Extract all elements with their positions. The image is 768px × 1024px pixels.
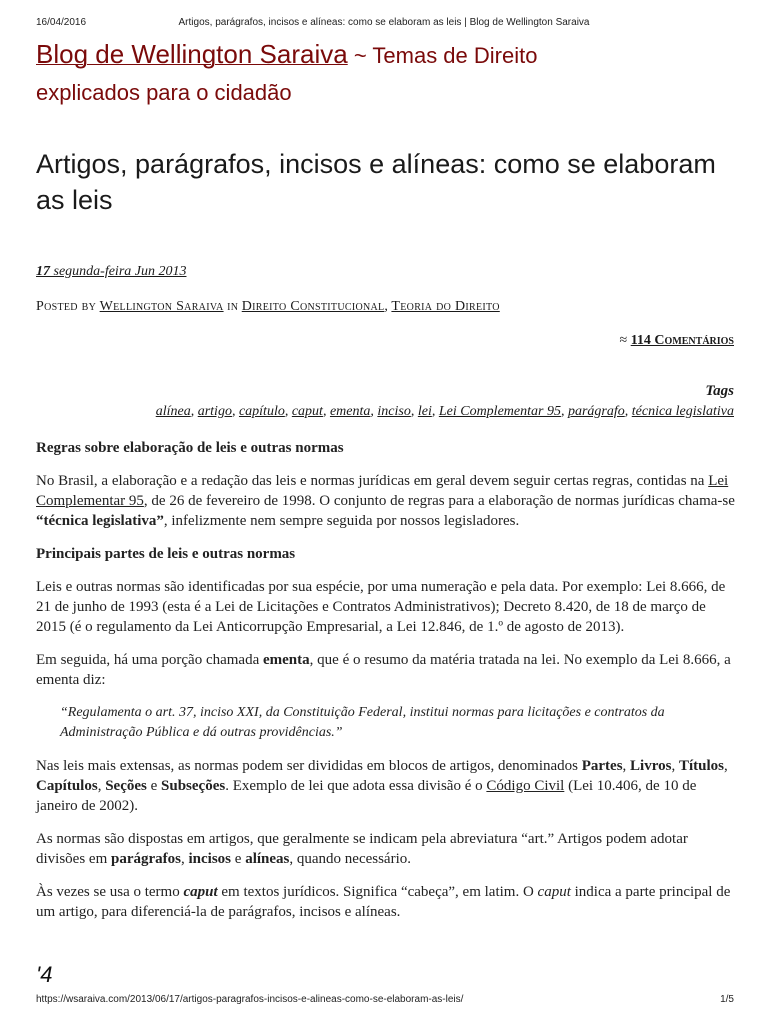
bold-term: Subseções [161,778,226,794]
tag-link[interactable]: lei [417,404,432,419]
page-mark: '4 [36,962,53,987]
post-date-link[interactable] [36,264,186,280]
bold-term: Partes [581,758,623,774]
text: , [622,758,631,774]
category-separator: , [384,299,388,314]
byline [36,299,500,315]
tag-link[interactable]: inciso [377,404,411,419]
section-heading-partes: Principais partes de leis e outras normas [36,546,296,562]
paragraph-intro [36,471,736,531]
bold-term: “técnica legislativa” [36,513,164,529]
in-label: in [227,299,239,314]
site-name-link[interactable]: Blog de Wellington Saraiva [36,39,348,69]
italic-term: caput [537,884,571,900]
paragraph-caput [36,882,736,922]
author-link[interactable]: Wellington Saraiva [99,299,224,314]
category-link-direito-constitucional[interactable]: Direito Constitucional [241,299,385,314]
comments-meta [620,333,734,349]
post-title: Artigos, parágrafos, incisos e alíneas: como se elaboram as leis [36,149,716,215]
text: , de 26 de fevereiro de 1998. O conjunto de regras para a elaboração de normas jurídicas chama-se [143,493,735,509]
comments-prefix: ≈ [619,333,628,348]
category-link-teoria-do-direito[interactable]: Teoria do Direito [391,299,500,314]
site-header [36,37,736,113]
tag-link[interactable]: caput [291,404,323,419]
paragraph-identificacao: Leis e outras normas são identificadas por sua espécie, por uma numeração e pela data. Por exemplo: Lei 8.666, de 21 de junho de 1993 (esta é a Lei de Licitações e Contratos Administrativos); Decreto 8.420, de 18 de março de 2015 (é o regulamento da Lei Anticorrupção Empresarial, a Lei 12.846, de 1.º de agosto de 2013). [36,579,726,635]
text: Em seguida, há uma porção chamada [36,652,263,668]
text: Nas leis mais extensas, as normas podem ser divididas em blocos de artigos, denominados [36,758,582,774]
post-date-day: 17 [36,264,50,279]
print-date: 16/04/2016 [36,17,87,28]
tag-link[interactable]: parágrafo [567,404,625,419]
tags-label: Tags [705,383,734,399]
bold-term: Capítulos [36,778,98,794]
posted-by-label: Posted by [36,299,97,314]
text: , [671,758,679,774]
paragraph-ementa [36,650,736,690]
text: , infelizmente nem sempre seguida por nossos legisladores. [163,513,520,529]
text: , que é o resumo da matéria tratada na lei. No exemplo da Lei 8.666, a ementa diz: [36,652,731,688]
bold-term: incisos [188,851,232,867]
ementa-quote: “Regulamenta o art. 37, inciso XXI, da Constituição Federal, institui normas para licitações e contratos da Administração Pública e dá outras providências.” [60,705,665,740]
bold-term: Títulos [678,758,724,774]
tag-link[interactable]: ementa [329,404,371,419]
tags-list: alínea, artigo, capítulo, caput, ementa, inciso, lei, Lei Complementar 95, parágrafo, técnica legislativa [155,404,734,419]
tag-link[interactable]: Lei Complementar 95 [438,404,561,419]
tag-link[interactable]: alínea [155,404,191,419]
post-content [36,438,736,935]
codigo-civil-link[interactable]: Código Civil [486,778,565,794]
bold-term: ementa [263,652,310,668]
bold-term: alíneas [245,851,290,867]
text: No Brasil, a elaboração e a redação das leis e normas jurídicas em geral devem seguir certas regras, contidas na [36,473,709,489]
text: , [723,758,728,774]
text: As normas são dispostas em artigos, que geralmente se indicam pela abreviatura “art.” Artigos podem adotar divisões em [36,831,688,867]
paragraph-divisoes [36,756,736,816]
print-page-title: Artigos, parágrafos, incisos e alíneas: como se elaboram as leis | Blog de Wellington Saraiva [178,17,590,28]
bold-term: parágrafos [111,851,181,867]
text: (Lei 10.406, de 10 de janeiro de 2002). [36,778,697,814]
text: , [181,851,189,867]
bold-term: Livros [630,758,672,774]
text: indica a parte principal de um artigo, para diferenciá-la de parágrafos, incisos e alíneas. [36,884,731,920]
text: e [146,778,162,794]
site-tagline: ~ Temas de Direito [347,43,538,68]
paragraph-artigos [36,829,736,869]
post-date-rest: segunda-feira Jun 2013 [50,264,187,279]
text: , quando necessário. [289,851,412,867]
comments-link[interactable]: 114 Comentários [630,333,734,348]
text: . Exemplo de lei que adota essa divisão é o [225,778,487,794]
lei-complementar-95-link[interactable]: Lei Complementar 95 [36,473,729,509]
bold-term: Seções [105,778,147,794]
site-tagline-line2: explicados para o cidadão [36,80,292,105]
tag-link[interactable]: capítulo [238,404,285,419]
text: Às vezes se usa o termo [36,884,184,900]
text: em textos jurídicos. Significa “cabeça”, em latim. O [217,884,538,900]
print-url: https://wsaraiva.com/2013/06/17/artigos-paragrafos-incisos-e-alineas-como-se-elaboram-as-leis/ [36,994,464,1005]
text: e [231,851,246,867]
print-page-number: 1/5 [720,994,734,1005]
tag-link[interactable]: técnica legislativa [631,404,734,419]
bold-italic-term: caput [183,884,218,900]
tag-link[interactable]: artigo [197,404,232,419]
section-heading-regras: Regras sobre elaboração de leis e outras normas [36,440,344,456]
text: , [97,778,106,794]
